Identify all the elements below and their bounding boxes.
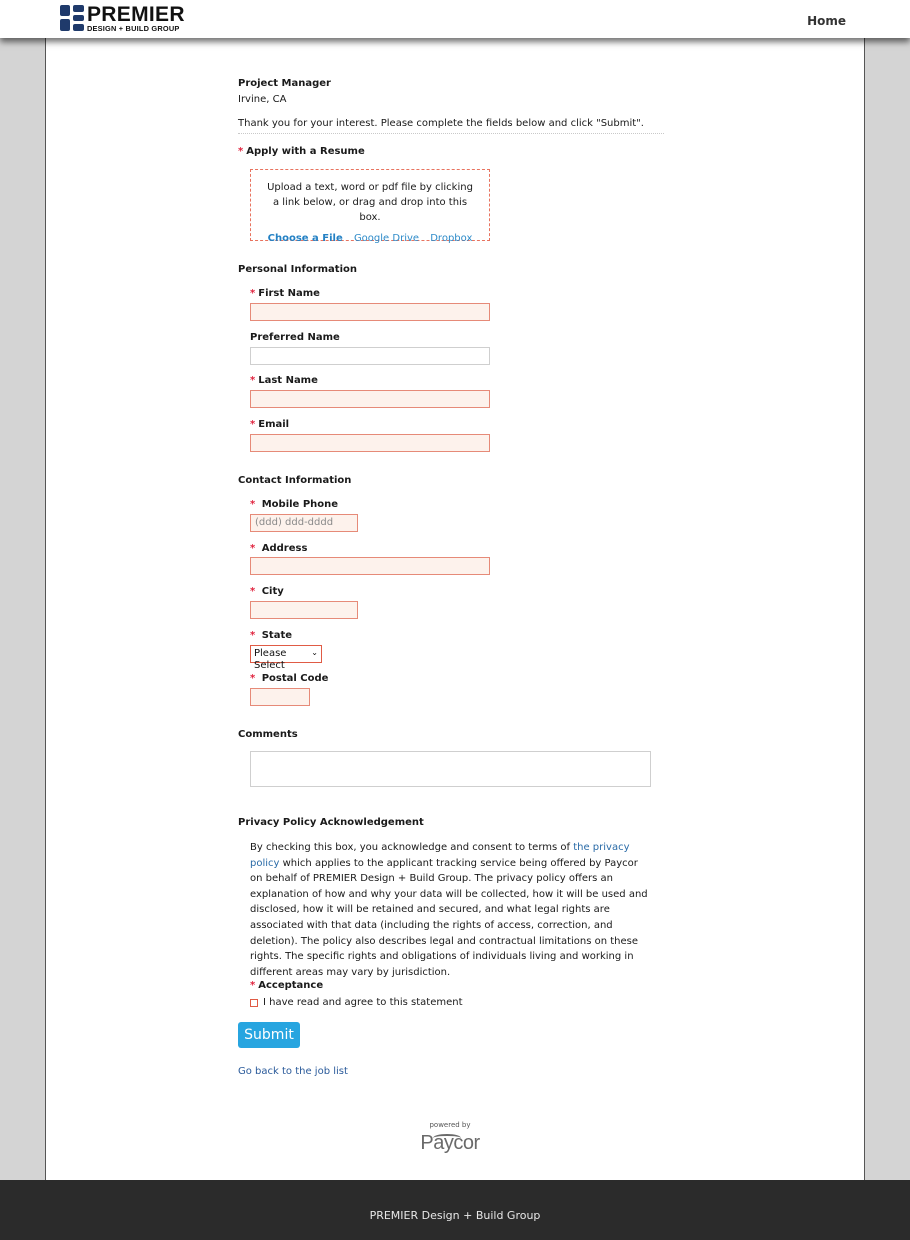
brand-subtitle: DESIGN + BUILD GROUP [87,23,180,33]
first-name-label: * First Name [250,288,320,299]
acceptance-checkbox[interactable] [250,999,258,1007]
preferred-name-input[interactable] [250,347,490,365]
submit-button[interactable]: Submit [238,1022,300,1048]
privacy-heading: Privacy Policy Acknowledgement [238,817,424,828]
resume-dropzone[interactable] [250,169,490,244]
required-mark: * [238,146,244,157]
postal-code-input[interactable] [250,688,310,706]
paycor-logo[interactable]: Paycor [420,1132,480,1154]
dropbox-link[interactable]: Dropbox [430,233,473,244]
footer-text: PREMIER Design + Build Group [369,1209,541,1222]
choose-file-link[interactable]: Choose a File [267,233,343,244]
last-name-label: * Last Name [250,375,318,386]
first-name-input[interactable] [250,303,490,321]
preferred-name-label: Preferred Name [250,332,340,343]
state-label: * State [250,630,293,641]
top-header [0,0,910,38]
comments-heading: Comments [238,729,298,740]
city-label: * City [250,586,284,597]
contact-info-heading: Contact Information [238,475,352,486]
acceptance-checkbox-label[interactable]: I have read and agree to this statement [263,997,463,1008]
comments-textarea[interactable] [250,751,651,787]
job-title: Project Manager [238,78,331,89]
state-select[interactable]: Please Select ⌄ [250,645,322,663]
acceptance-label: * Acceptance [250,980,324,991]
upload-instructions: Upload a text, word or pdf file by clicking a link below, or drag and drop into this box. [267,182,473,223]
mobile-phone-input[interactable] [250,514,358,532]
mobile-phone-placeholder: (ddd) ddd-dddd [255,517,334,528]
email-label: * Email [250,419,290,430]
page-footer [0,1180,910,1240]
company-logo[interactable] [60,4,185,32]
address-label: * Address [250,543,308,554]
job-location: Irvine, CA [238,94,287,105]
chevron-down-icon: ⌄ [311,648,318,657]
mobile-phone-label: * Mobile Phone [250,499,339,510]
city-input[interactable] [250,601,358,619]
google-drive-link[interactable]: Google Drive [353,233,420,244]
powered-by-label: powered by [429,1121,471,1129]
privacy-policy-link[interactable]: the privacy policy [250,842,630,869]
address-input[interactable] [250,557,490,575]
logo-mark-icon [60,5,84,31]
resume-label: * Apply with a Resume [238,146,365,157]
last-name-input[interactable] [250,390,490,408]
privacy-text: By checking this box, you acknowledge and consent to terms of the privacy policy which applies to the applicant tracking service being offered by Paycor on behalf of PREMIER Design + Build Group. The privacy policy offers an explanation of how and why your data will be collected, how it will be used and disclosed, how it will be retained and secured, and what legal rights are associated with that data (including the rights of access, correction, and deletion). The policy also describes legal and contractual limitations on these rights. The specific rights and obligations of individuals living and working in different areas may vary by jurisdiction. [250,842,648,978]
home-link[interactable]: Home [807,14,846,28]
back-to-job-list-link[interactable]: Go back to the job list [238,1066,348,1077]
personal-info-heading: Personal Information [238,264,357,275]
brand-name: PREMIER [87,2,185,26]
postal-code-label: * Postal Code [250,673,329,684]
form-intro: Thank you for your interest. Please complete the fields below and click "Submit". [238,118,664,134]
email-input[interactable] [250,434,490,452]
